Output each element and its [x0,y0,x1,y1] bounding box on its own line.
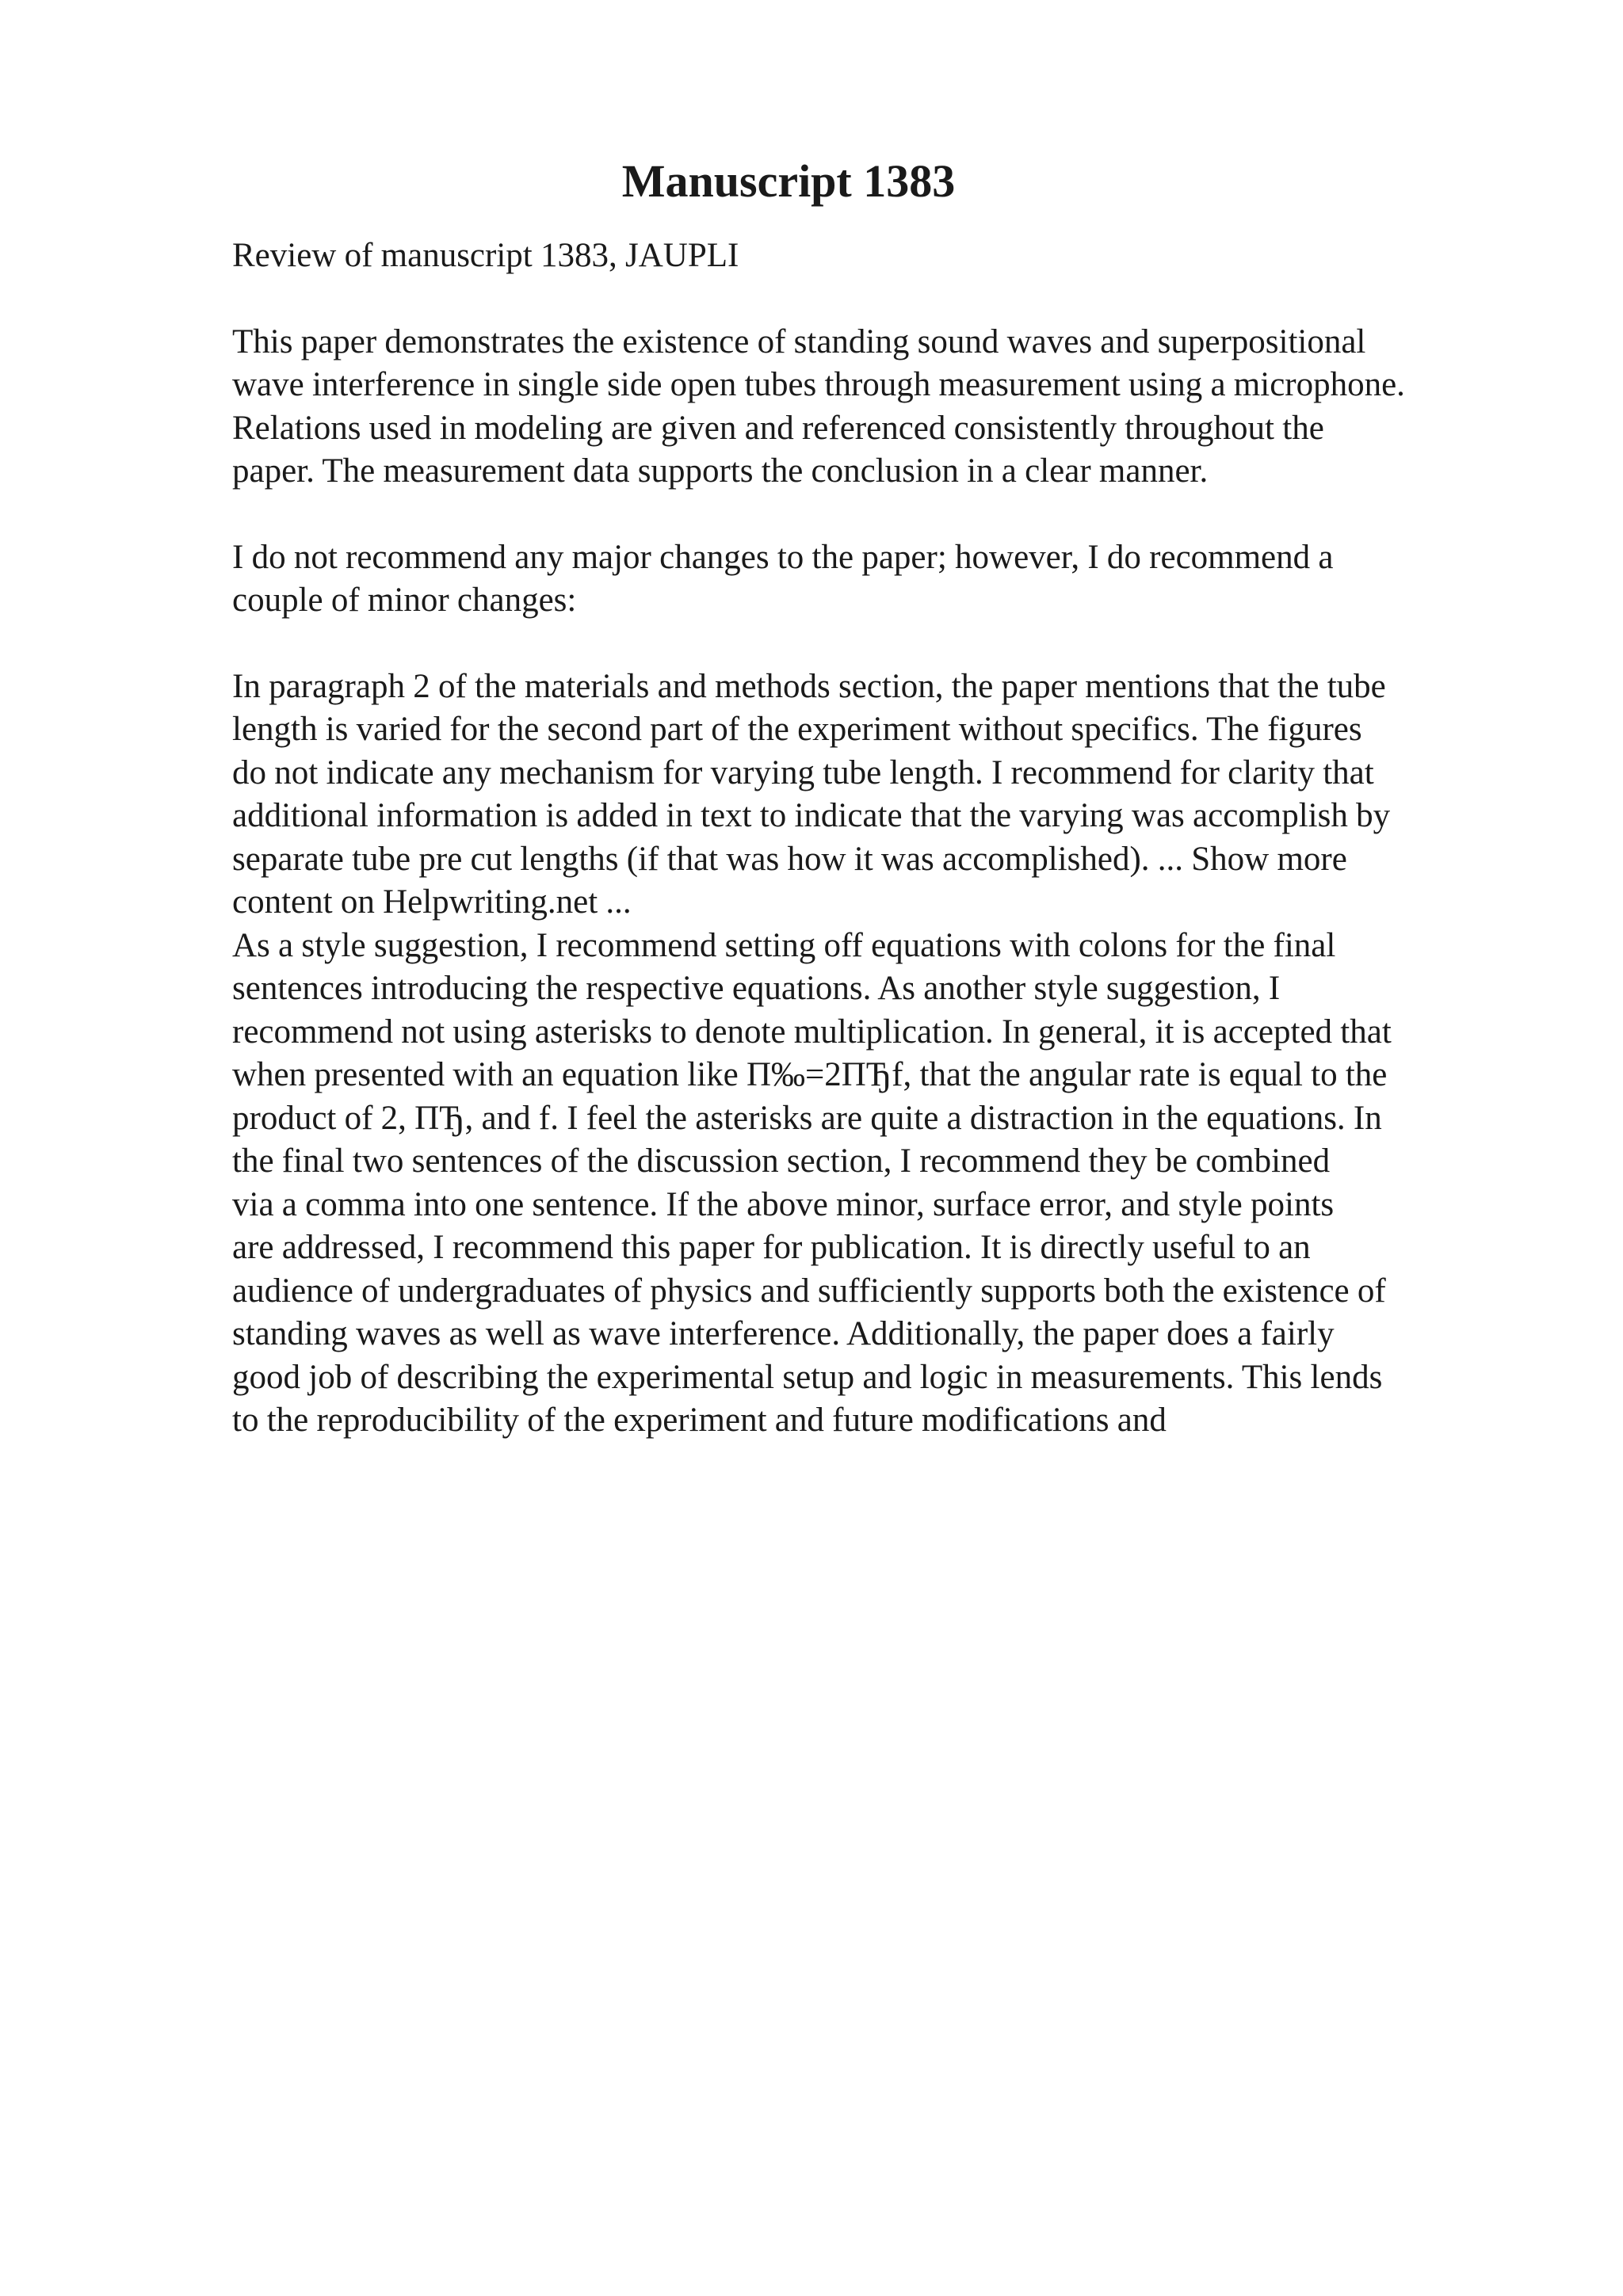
recommendation-paragraph: I do not recommend any major changes to the paper; however, I do recommend a couple of minor changes: [232,538,1334,619]
review-subtitle: Review of manuscript 1383, JAUPLI [232,237,739,274]
style-comment-paragraph: As a style suggestion, I recommend setting off equations with colons for the final sentences introducing the respective equations. As another style suggestion, I recommend not using asterisks to denote multiplication. In general, it is accepted that when presented with an equation like П‰=2ПЂf, that the angular rate is equal to the product of 2, ПЂ, and f. I feel the asterisks are quite a distraction in the equations. In the final two sentences of the discussion section, I recommend they be combined via a comma into one sentence. If the above minor, surface error, and style points are addressed, I recommend this paper for publication. It is directly useful to an audience of undergraduates of physics and sufficiently supports both the existence of standing waves as well as wave interference. Additionally, the paper does a fairly good job of describing the experimental setup and logic in measurements. This lends to the reproducibility of the experiment and future modifications and [232,926,1392,1439]
summary-paragraph: This paper demonstrates the existence of standing sound waves and superpositional wave interference in single side open tubes through measurement using a microphone. Relations used in modeling are given and referenced consistently throughout the paper. The measurement data supports the conclusion in a clear manner. [232,322,1405,490]
page-title: Manuscript 1383 [621,155,956,207]
document-content [232,147,1508,1443]
methods-comment-paragraph: In paragraph 2 of the materials and methods section, the paper mentions that the tube length is varied for the second part of the experiment without specifics. The figures do not indicate any mechanism for varying tube length. I recommend for clarity that additional information is added in text to indicate that the varying was accomplish by separate tube pre cut lengths (if that was how it was accomplished). ... Show more content on Helpwriting.net ... [232,667,1391,921]
